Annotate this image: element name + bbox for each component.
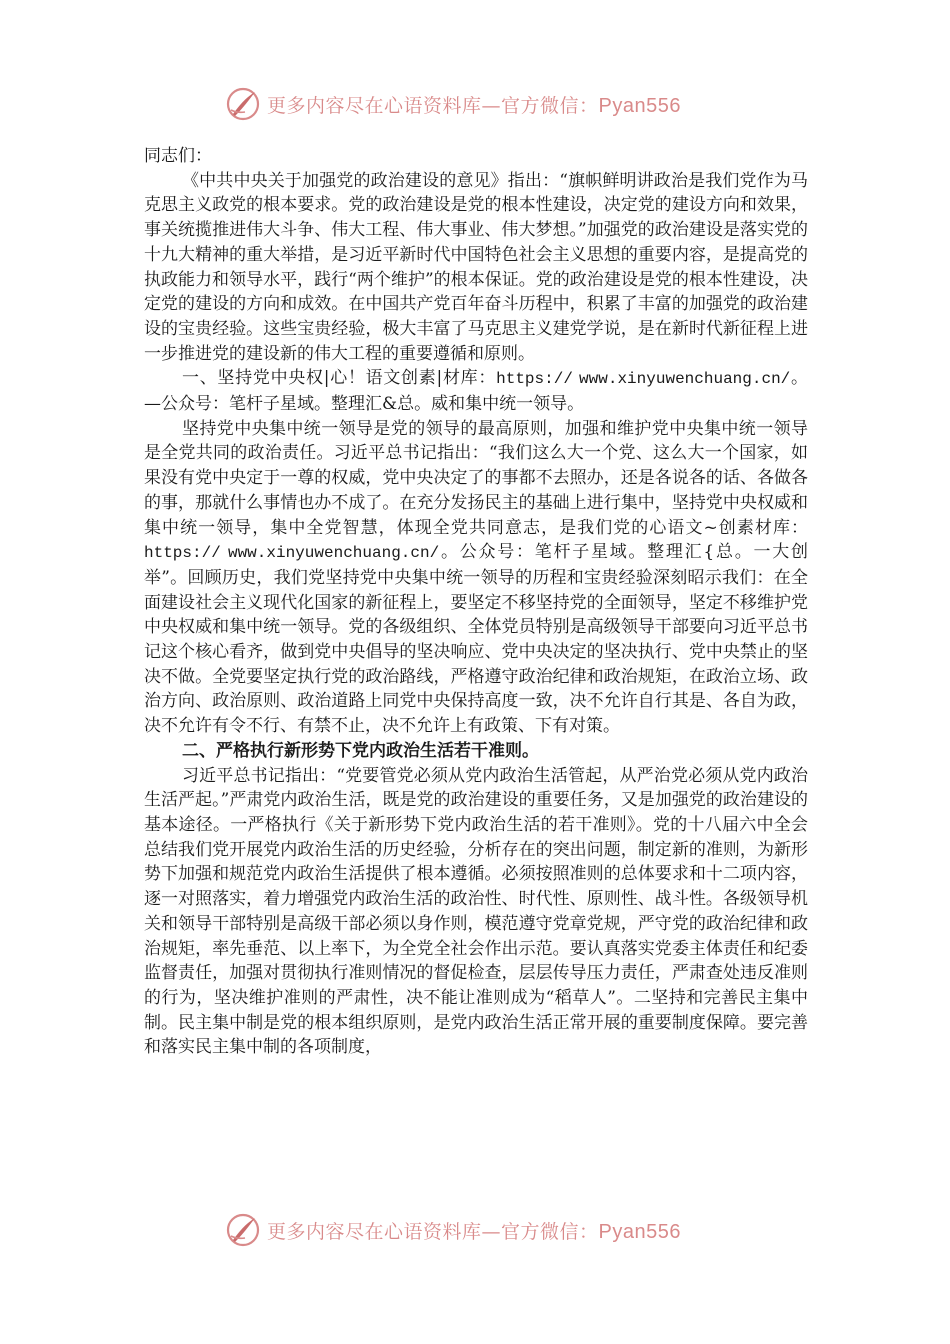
banner-text: 更多内容尽在心语资料库—官方微信：Pyan556	[267, 94, 681, 117]
footer-banner	[225, 1210, 745, 1250]
banner-wechat-id: Pyan556	[598, 1220, 681, 1243]
document-body	[144, 144, 808, 1060]
paragraph-section-1: 坚持党中央集中统一领导是党的领导的最高原则，加强和维护党中央集中统一领导是全党共同的政治责任。习近平总书记指出：“我们这么大一个党、这么大一个国家，如果没有党中央定于一尊的权威，党中央决定了的事都不去照办，还是各说各的话、各做各的事，那就什么事情也办不成了。在充分发扬民主的基础上进行集中，坚持党中央权威和集中统一领导，集中全党智慧，体现全党共同意志，是我们党的心语文~创素材库：https:// www.xinyuwenchuang.cn/。公众号：笔杆子星域。整理汇{总。一大创举”。回顾历史，我们党坚持党中央集中统一领导的历程和宝贵经验深刻昭示我们：在全面建设社会主义现代化国家的新征程上，要坚定不移坚持党的全面领导，坚定不移维护党中央权威和集中统一领导。党的各级组织、全体党员特别是高级领导干部要向习近平总书记这个核心看齐，做到党中央倡导的坚决响应、党中央决定的坚决执行、党中央禁止的坚决不做。全党要坚定执行党的政治路线，严格遵守政治纪律和政治规矩，在政治立场、政治方向、政治原则、政治道路上同党中央保持高度一致，决不允许自行其是、各自为政，决不允许有令不行、有禁不止，决不允许上有政策、下有对策。	[144, 418, 808, 737]
quill-logo-icon	[225, 1212, 261, 1248]
heading-section-1: 一、坚持党中央权|心！语文创素|材库：https:// www.xinyuwenchuang.cn/。—公众号：笔杆子星域。整理汇&总。威和集中统一领导。	[144, 368, 808, 415]
salutation: 同志们：	[144, 146, 212, 166]
paragraph-intro: 《中共中央关于加强党的政治建设的意见》指出：“旗帜鲜明讲政治是我们党作为马克思主义政党的根本要求。党的政治建设是党的根本性建设，决定党的建设方向和效果，事关统揽推进伟大斗争、伟大工程、伟大事业、伟大梦想。”加强党的政治建设是落实党的十九大精神的重大举措，是习近平新时代中国特色社会主义思想的重要内容，是提高党的执政能力和领导水平，践行“两个维护”的根本保证。党的政治建设是党的根本性建设，决定党的建设的方向和成效。在中国共产党百年奋斗历程中，积累了丰富的加强党的政治建设的宝贵经验。这些宝贵经验，极大丰富了马克思主义建党学说，是在新时代新征程上进一步推进党的建设新的伟大工程的重要遵循和原则。	[144, 170, 808, 364]
banner-text: 更多内容尽在心语资料库—官方微信：Pyan556	[267, 1220, 681, 1243]
heading-section-2: 二、严格执行新形势下党内政治生活若干准则。	[182, 740, 539, 761]
paragraph-section-2: 习近平总书记指出：“党要管党必须从党内政治生活管起，从严治党必须从党内政治生活严起。”严肃党内政治生活，既是党的政治建设的重要任务，又是加强党的政治建设的基本途径。一严格执行《关于新形势下党内政治生活的若干准则》。党的十八届六中全会总结我们党开展党内政治生活的历史经验，分析存在的突出问题，制定新的准则，为新形势下加强和规范党内政治生活提供了根本遵循。必须按照准则的总体要求和十二项内容，逐一对照落实，着力增强党内政治生活的政治性、时代性、原则性、战斗性。各级领导机关和领导干部特别是高级干部必须以身作则，模范遵守党章党规，严守党的政治纪律和政治规矩，率先垂范、以上率下，为全党全社会作出示范。要认真落实党委主体责任和纪委监督责任，加强对贯彻执行准则情况的督促检查，层层传导压力责任，严肃查处违反准则的行为，坚决维护准则的严肃性，决不能让准则成为“稻草人”。二坚持和完善民主集中制。民主集中制是党的根本组织原则，是党内政治生活正常开展的重要制度保障。要完善和落实民主集中制的各项制度，	[144, 765, 808, 1058]
header-banner	[225, 84, 745, 124]
quill-logo-icon	[225, 86, 261, 122]
banner-wechat-id: Pyan556	[598, 94, 681, 117]
